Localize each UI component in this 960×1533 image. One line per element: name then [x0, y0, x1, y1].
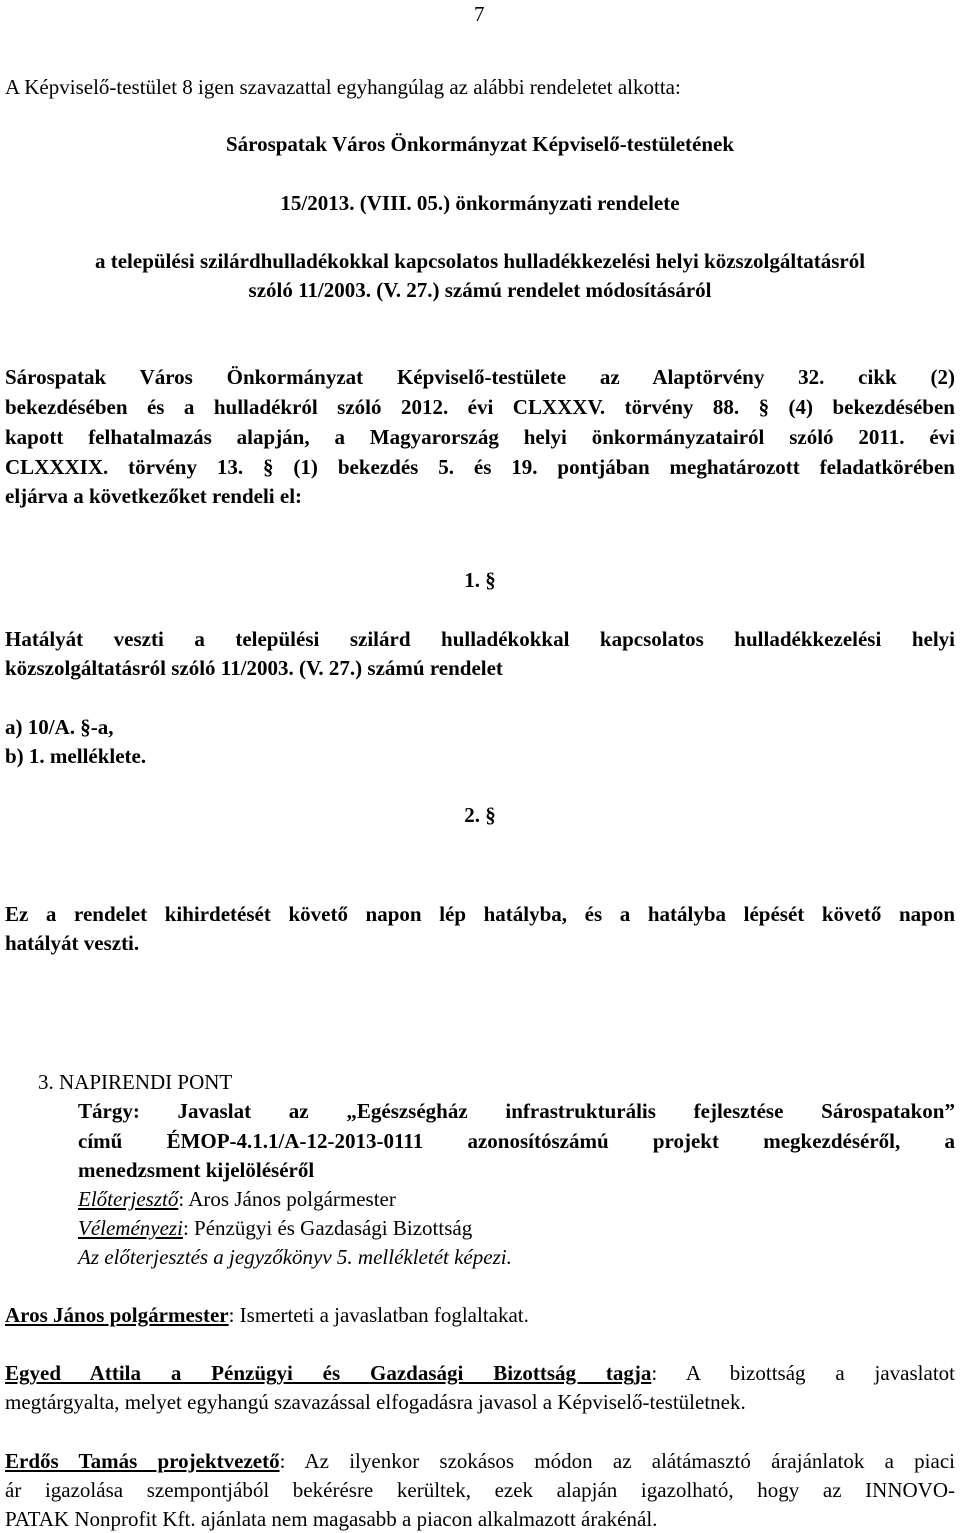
speaker-paragraph	[5, 1301, 955, 1329]
speaker-paragraph	[5, 1359, 955, 1387]
speaker-name: Erdős Tamás projektvezető	[5, 1449, 280, 1473]
reviewer-value: : Pénzügyi és Gazdasági Bizottság	[182, 1216, 473, 1240]
agenda-annex-note: Az előterjesztés a jegyzőkönyv 5. mellékletét képezi.	[78, 1245, 512, 1269]
section-2-text-line: Ez a rendelet kihirdetését követő napon lép hatályba, és a hatályba lépését követő napon	[5, 902, 955, 926]
preamble-line: Sárospatak Város Önkormányzat Képviselő-testülete az Alaptörvény 32. cikk (2)	[5, 365, 955, 389]
regulation-title-line-2: 15/2013. (VIII. 05.) önkormányzati rendelete	[280, 191, 680, 215]
section-2-text-line: hatályát veszti.	[5, 931, 140, 955]
agenda-subject-line: című ÉMOP-4.1.1/A-12-2013-0111 azonosítószámú projekt megkezdéséről, a	[78, 1129, 955, 1153]
section-2-heading: 2. §	[464, 803, 496, 827]
speaker-text: : Ismerteti a javaslatban foglaltakat.	[228, 1303, 529, 1327]
agenda-heading: 3. NAPIRENDI PONT	[38, 1070, 233, 1094]
speaker-text-line: megtárgyalta, melyet egyhangú szavazással elfogadásra javasol a Képviselő-testületnek.	[5, 1390, 746, 1414]
section-1-heading: 1. §	[464, 568, 496, 592]
section-1-item: b) 1. melléklete.	[5, 744, 147, 768]
regulation-title-line-4: szóló 11/2003. (V. 27.) számú rendelet módosításáról	[248, 278, 712, 302]
speaker-text-line: PATAK Nonprofit Kft. ajánlata nem magasabb a piacon alkalmazott árakénál.	[5, 1507, 658, 1531]
presenter-value: : Aros János polgármester	[178, 1187, 396, 1211]
agenda-subject-line: Tárgy: Javaslat az „Egészségház infrastrukturális fejlesztése Sárospatakon”	[78, 1099, 955, 1123]
preamble-line: eljárva a következőket rendeli el:	[5, 484, 303, 508]
section-1-item: a) 10/A. §-a,	[5, 715, 114, 739]
regulation-title-line-1: Sárospatak Város Önkormányzat Képviselő-testületének	[225, 132, 735, 156]
preamble-line: kapott felhatalmazás alapján, a Magyarország helyi önkormányzatairól szóló 2011. évi	[5, 425, 955, 449]
speaker-text: : Az ilyenkor szokásos módon az alátámasztó árajánlatok a piaci	[279, 1449, 955, 1473]
section-1-text-line: Hatályát veszti a települési szilárd hulladékokkal kapcsolatos hulladékkezelési helyi	[5, 627, 955, 651]
page-number: 7	[474, 2, 485, 26]
speaker-text: : A bizottság a javaslatot	[651, 1361, 955, 1385]
agenda-presenter	[78, 1185, 955, 1213]
speaker-name: Egyed Attila a Pénzügyi és Gazdasági Bizottság tagja	[5, 1361, 652, 1385]
preamble-line: bekezdésében és a hulladékról szóló 2012. évi CLXXXV. törvény 88. § (4) bekezdésében	[5, 395, 955, 419]
presenter-label: Előterjesztő	[78, 1187, 179, 1211]
intro-text: A Képviselő-testület 8 igen szavazattal egyhangúlag az alábbi rendeletet alkotta:	[5, 75, 681, 99]
section-1-text-line: közszolgáltatásról szóló 11/2003. (V. 27.) számú rendelet	[5, 656, 503, 680]
speaker-name: Aros János polgármester	[5, 1303, 229, 1327]
agenda-subject-line: menedzsment kijelöléséről	[78, 1158, 315, 1182]
regulation-title-line-3: a települési szilárdhulladékokkal kapcsolatos hulladékkezelési helyi közszolgáltatásról	[94, 249, 866, 273]
preamble-line: CLXXXIX. törvény 13. § (1) bekezdés 5. és 19. pontjában meghatározott feladatkörében	[5, 455, 955, 479]
reviewer-label: Véleményezi	[78, 1216, 183, 1240]
speaker-paragraph	[5, 1447, 955, 1475]
agenda-reviewer	[78, 1214, 955, 1242]
speaker-text-line: ár igazolása szempontjából bekérésre kerültek, ezek alapján igazolható, hogy az INNOVO-	[5, 1478, 955, 1502]
